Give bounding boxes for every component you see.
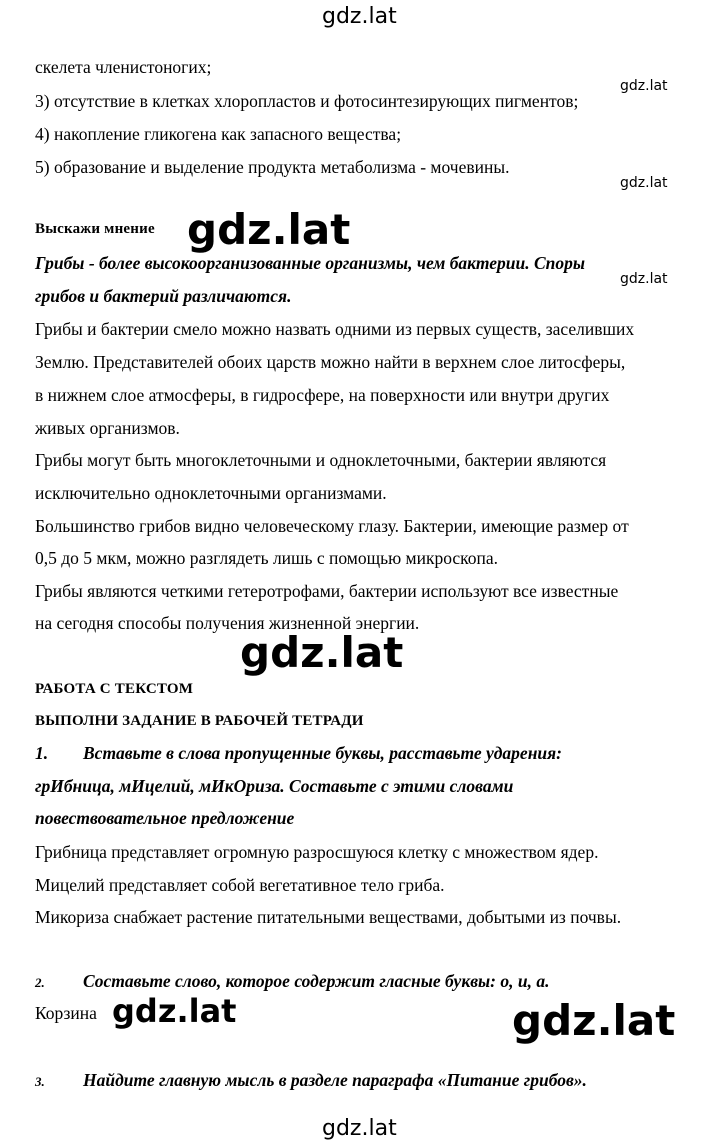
watermark-small-2: gdz.lat bbox=[620, 175, 668, 191]
opinion-body-line-2: Землю. Представителей обоих царств можно найти в верхнем слое литосферы, bbox=[35, 352, 626, 372]
list-item-4: 4) накопление гликогена как запасного вещества; bbox=[35, 124, 402, 144]
opinion-body-line-5: Грибы могут быть многоклеточными и одноклеточными, бактерии являются bbox=[35, 450, 607, 470]
task-2-text: Составьте слово, которое содержит гласные буквы: о, и, а. bbox=[83, 971, 550, 991]
watermark-medium: gdz.lat bbox=[112, 992, 237, 1030]
task-1-line-2: грИбница, мИцелий, мИкОриза. Составьте с этими словами bbox=[35, 776, 514, 796]
task-3-text: Найдите главную мысль в разделе параграфа «Питание грибов». bbox=[83, 1070, 587, 1090]
text-work-subheading: ВЫПОЛНИ ЗАДАНИЕ В РАБОЧЕЙ ТЕТРАДИ bbox=[35, 713, 364, 729]
task-2-number: 2. bbox=[35, 975, 45, 990]
task-1-text: Вставьте в слова пропущенные буквы, расставьте ударения: bbox=[83, 743, 562, 763]
opinion-body-line-4: живых организмов. bbox=[35, 418, 180, 438]
task-1-number: 1. bbox=[35, 743, 49, 763]
opinion-body-line-7: Большинство грибов видно человеческому глазу. Бактерии, имеющие размер от bbox=[35, 516, 629, 536]
watermark-large-3: gdz.lat bbox=[512, 996, 676, 1045]
task-1-line-3: повествовательное предложение bbox=[35, 808, 295, 828]
opinion-body-line-6: исключительно одноклеточными организмами. bbox=[35, 483, 387, 503]
opinion-prompt-line-1: Грибы - более высокоорганизованные организмы, чем бактерии. Споры bbox=[35, 253, 585, 273]
opinion-heading: Выскажи мнение bbox=[35, 221, 155, 237]
watermark-large-2: gdz.lat bbox=[240, 628, 404, 677]
opinion-body-line-1: Грибы и бактерии смело можно назвать одними из первых существ, заселивших bbox=[35, 319, 635, 339]
watermark-bottom: gdz.lat bbox=[322, 1116, 397, 1141]
opinion-prompt-line-2: грибов и бактерий различаются. bbox=[35, 286, 292, 306]
opinion-body-line-10: на сегодня способы получения жизненной энергии. bbox=[35, 613, 420, 633]
list-line-continued: скелета членистоногих; bbox=[35, 57, 212, 77]
task-2-line bbox=[35, 971, 549, 992]
task-1-answer-3: Микориза снабжает растение питательными веществами, добытыми из почвы. bbox=[35, 907, 622, 927]
watermark-small-3: gdz.lat bbox=[620, 271, 668, 287]
watermark-large-1: gdz.lat bbox=[187, 205, 351, 254]
opinion-body-line-8: 0,5 до 5 мкм, можно разглядеть лишь с помощью микроскопа. bbox=[35, 548, 499, 568]
watermark-top: gdz.lat bbox=[322, 4, 397, 29]
list-item-5: 5) образование и выделение продукта метаболизма - мочевины. bbox=[35, 157, 510, 177]
opinion-body-line-3: в нижнем слое атмосферы, в гидросфере, на поверхности или внутри других bbox=[35, 385, 610, 405]
task-1-answer-2: Мицелий представляет собой вегетативное тело гриба. bbox=[35, 875, 445, 895]
task-1-answer-1: Грибница представляет огромную разросшуюся клетку с множеством ядер. bbox=[35, 842, 599, 862]
task-1-line-1 bbox=[35, 743, 562, 764]
task-2-answer: Корзина bbox=[35, 1003, 97, 1023]
watermark-small-1: gdz.lat bbox=[620, 78, 668, 94]
task-3-line bbox=[35, 1070, 587, 1091]
list-item-3: 3) отсутствие в клетках хлоропластов и фотосинтезирующих пигментов; bbox=[35, 91, 579, 111]
opinion-body-line-9: Грибы являются четкими гетеротрофами, бактерии используют все известные bbox=[35, 581, 619, 601]
text-work-heading: РАБОТА С ТЕКСТОМ bbox=[35, 681, 194, 697]
task-3-number: 3. bbox=[35, 1074, 45, 1089]
